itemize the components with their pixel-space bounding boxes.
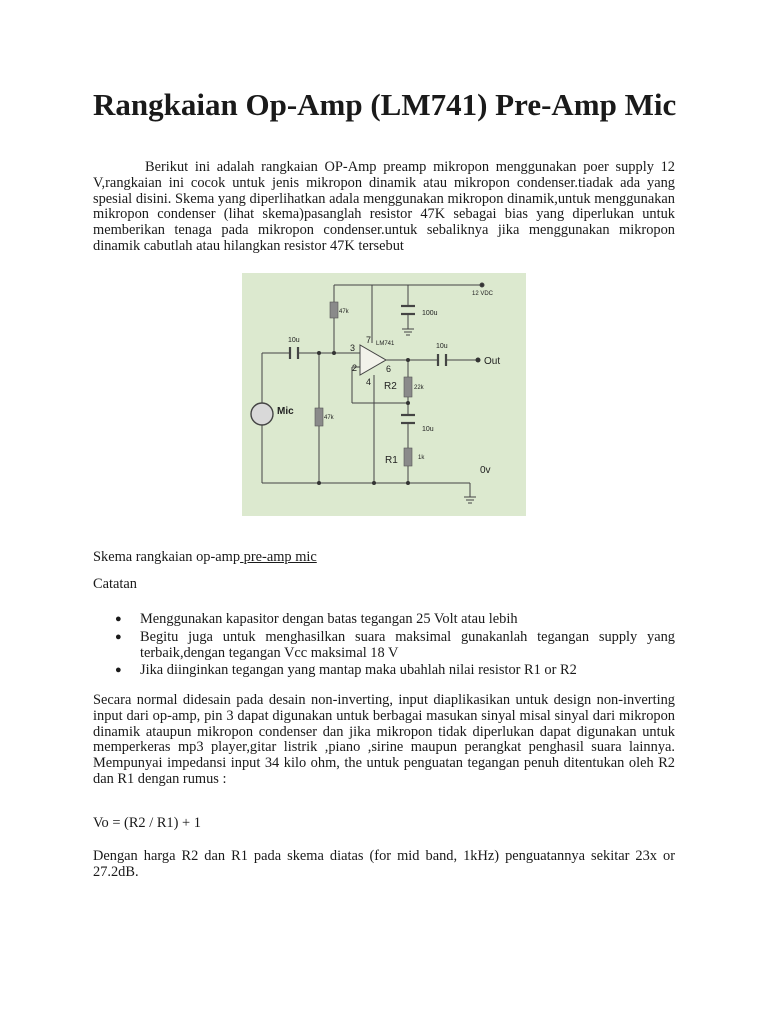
r1-value-label: 1k [418,455,425,461]
figure-caption [93,549,317,566]
chip-label: LM741 [376,341,395,347]
cap-fb-label: 10u [422,426,434,433]
gain-formula: Vo = (R2 / R1) + 1 [93,815,201,831]
bullet-icon: ● [115,613,122,625]
r2-label: R2 [384,381,397,392]
list-item [93,630,675,662]
mic-label: Mic [277,406,294,417]
list-item-text: Menggunakan kapasitor dengan batas tegangan 25 Volt atau lebih [140,611,518,627]
intro-text: Berikut ini adalah rangkaian OP-Amp preamp mikropon menggunakan poer supply 12 V,rangkaian ini cocok untuk jenis mikropon dinamik atau mikropon condenser.tiadak ada yang spesial disini. Skema yang diperlihatkan adala menggunakan mikropon dinamik,untuk menggunakan mikropon condenser (lihat skema)pasanglah resistor 47K sebagai bias yang diperlukan untuk memberikan tenaga pada mikropon condenser.untuk sebaliknya jika menggunakan mikropon dinamik cabutlah atau hilangkan resistor 47K tersebut [93,159,675,254]
microphone-symbol [251,403,273,425]
pin2-label: 2 [352,363,358,373]
cap-100u-label: 100u [422,310,438,317]
pin4-label: 4 [366,377,372,387]
schematic-drawing [242,273,526,516]
cap-in-label: 10u [288,337,300,344]
caption-text: Skema rangkaian op-amp [93,549,241,565]
bullet-icon: ● [115,664,122,677]
out-label: Out [484,356,501,367]
list-item [93,663,675,679]
notes-list [93,612,675,681]
body-paragraph: Secara normal didesain pada desain non-inverting, input diaplikasikan untuk design non-inverting input dari op-amp, pin 3 dapat digunakan untuk berbagai masukan sinyal misal sinyal dari mikropon dinamik ataupun mikropon condenser dan jika mikropon tidak diperlukan dapat digunakan untuk memperkeras mp3 player,gitar listrik ,piano ,sirine maupun perangkat penghasil suara lainnya. Mempunyai impedansi input 34 kilo ohm, the untuk penguatan tegangan penuh ditentukan oleh R2 dan R1 dengan rumus : [93,692,675,787]
pin7-label: 7 [366,335,372,345]
bullet-icon: ● [115,630,122,643]
circuit-schematic [242,273,526,516]
cap-out-label: 10u [436,343,448,350]
notes-heading: Catatan [93,576,137,592]
caption-link[interactable]: pre-amp mic [240,549,317,565]
r1-label: R1 [385,455,398,466]
supply-label: 12 VDC [472,291,494,297]
list-item [93,612,675,628]
ground-label: 0v [480,465,491,476]
list-item-text: Begitu juga untuk menghasilkan suara maksimal gunakanlah tegangan supply yang terbaik,dengan tegangan Vcc maksimal 18 V [140,628,675,661]
r-bias-bottom-label: 47k [324,415,334,421]
conclusion-paragraph: Dengan harga R2 dan R1 pada skema diatas (for mid band, 1kHz) penguatannya sekitar 23x or 27.2dB. [93,848,675,880]
pin3-label: 3 [350,343,356,353]
page-title: Rangkaian Op-Amp (LM741) Pre-Amp Mic [93,87,677,122]
list-item-text: Jika diinginkan tegangan yang mantap maka ubahlah nilai resistor R1 or R2 [140,662,577,679]
pin6-label: 6 [386,364,392,374]
intro-paragraph [93,160,675,255]
r-bias-top-label: 47k [339,309,349,315]
r2-value-label: 22k [414,385,424,391]
